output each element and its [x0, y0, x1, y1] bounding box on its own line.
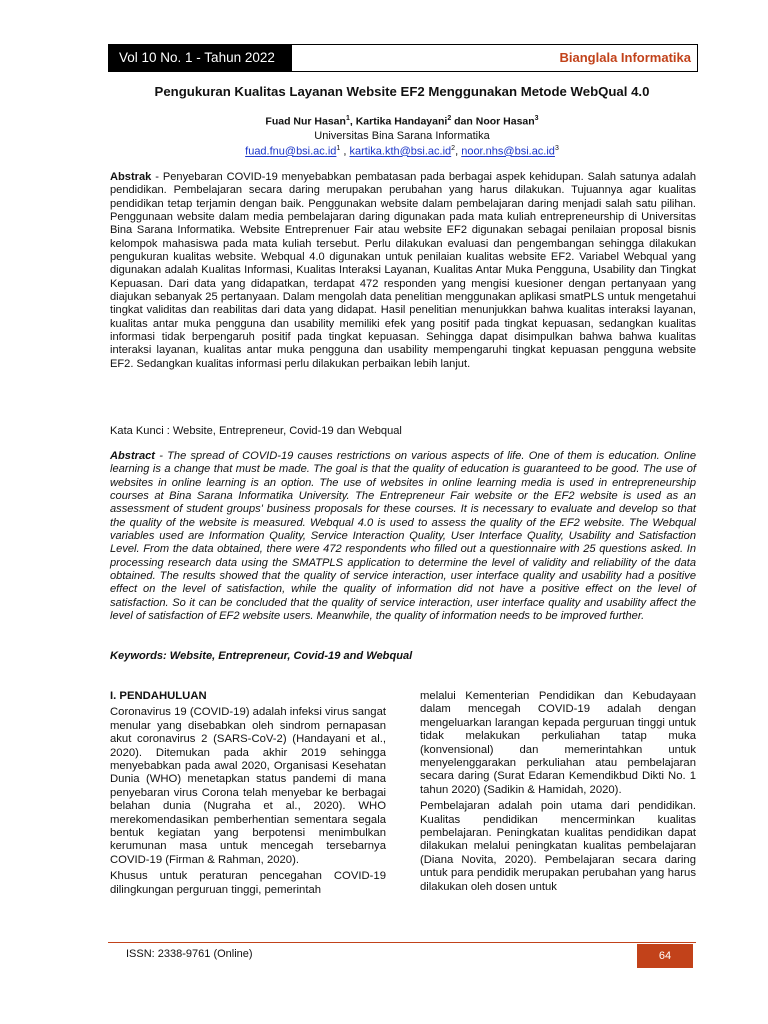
- author-separator: ,: [349, 115, 356, 128]
- paragraph: Coronavirus 19 (COVID-19) adalah infeksi virus sangat menular yang disebabkan oleh sindrom pernapasan akut coronavirus 2 (SARS-CoV-2) (Handayani et al., 2020). Ditemukan pada akhir 2019 sehingga menyebabkan pada awal 2020, Organisasi Kesehatan Dunia (WHO) menetapkan status pandemi di mana penyebaran virus Corona telah menyebar ke berbagai belahan dunia (Nugraha et al., 2020). WHO merekomendasikan pemberhentian sementara segala bentuk kegiatan yang berpotensi menimbulkan kerumunan masa untuk mencegah tersebarnya COVID-19 (Firman & Rahman, 2020).: [110, 706, 386, 866]
- email-separator: ,: [343, 145, 350, 158]
- keywords-indonesian: Kata Kunci : Website, Entrepreneur, Covid-19 dan Webqual: [110, 425, 402, 437]
- paragraph: Pembelajaran adalah poin utama dari pendidikan. Kualitas pendidikan mencerminkan kualitas pembelajaran. Peningkatan kualitas pendidikan dapat dilakukan melalui peningkatan kualitas pembelajaran (Diana Novita, 2020). Pembelajaran secara daring untuk para pendidik merupakan perubahan yang harus dilakukan oleh dosen untuk: [420, 800, 696, 893]
- section-heading: I. PENDAHULUAN: [110, 690, 207, 702]
- author-1-mark: 1: [345, 115, 350, 122]
- email-list: [108, 145, 696, 158]
- author-1: Fuad Nur Hasan: [265, 115, 346, 128]
- paper-title: Pengukuran Kualitas Layanan Website EF2 Menggunakan Metode WebQual 4.0: [154, 84, 650, 99]
- abstract-text: - The spread of COVID-19 causes restrictions on various aspects of life. One of them is education. Online learning is a change that must be made. The goal is that the quality of education is guaranteed to be good. The use of websites in online learning is an option. The use of websites in online learning media is used in entrepreneurship courses at Bina Sarana Informatika University. The Entrepreneur Fair website or the EF2 website is used as an assessment of student groups' business proposals for these courses. It is necessary to evaluate and develop so that the quality of the website is measured. Webqual 4.0 is used to assess the quality of the EF2 website. The Webqual variables used are Information Quality, Service Interaction Quality, User Interface Quality, Usability and Satisfaction Level. From the data obtained, there were 472 respondents who filled out a questionnaire with 25 questions asked. In processing research data using the SMATPLS application to determine the level of validity and reliability of the data obtained. The results showed that the quality of service interaction, user interface quality and usability had a positive effect on the level of satisfaction, while the quality of information did not have a positive effect on the level of satisfaction. So it can be concluded that the quality of service interaction, user interface quality and usability affect the level of satisfaction of EF2 website users. Meanwhile, the quality of information needs to be improved further.: [110, 450, 696, 623]
- abstract-indonesian: [110, 171, 696, 371]
- keywords-english: Keywords: Website, Entrepreneur, Covid-19 and Webqual: [110, 650, 413, 662]
- email-link-3[interactable]: noor.nhs@bsi.ac.id: [461, 145, 555, 158]
- email-link-1[interactable]: fuad.fnu@bsi.ac.id: [245, 145, 337, 158]
- body-column-left: [110, 690, 386, 900]
- abstract-english: [110, 450, 696, 623]
- abstrak-label: Abstrak: [110, 171, 152, 183]
- body-column-right: [420, 690, 696, 897]
- paragraph: melalui Kementerian Pendidikan dan Kebudayaan dalam mencegah COVID-19 adalah dengan mengeluarkan larangan kepada perguruan tinggi untuk tidak melakukan perkuliahan tatap muka (konvensional) dan memerintahkan untuk menyelenggarakan perkuliahan atau pembelajaran secara daring (Surat Edaran Kemendikbud Dikti No. 1 tahun 2020) (Sadikin & Hamidah, 2020).: [420, 690, 696, 796]
- abstract-label: Abstract: [110, 450, 156, 462]
- author-2: Kartika Handayani: [355, 115, 448, 128]
- journal-name: Bianglala Informatika: [292, 45, 697, 71]
- author-2-mark: 2: [447, 115, 452, 122]
- abstrak-text: - Penyebaran COVID-19 menyebabkan pembatasan pada berbagai aspek kehidupan. Salah satunya adalah pendidikan. Pembelajaran secara daring merupakan perubahan yang harus dilakukan. Tujuannya agar kualitas pendidikan tetap terjamin dengan baik. Penggunakan website dalam pembelajaran daring menjadi salah satu pilihan. Penggunaan website dalam media pembelajaran daring digunakan pada mata kuliah entrepreneurship di Universitas Bina Sarana Informatika. Website Entreprenuer Fair atau website EF2 digunakan sebagai penilaian proposal bisnis kelompok mahasiswa pada mata kuliah tersebut. Perlu dilakukan evaluasi dan pengembangan sehingga dilakukan pengukuran kualitas website. Webqual 4.0 digunakan untuk penilaian kualitas website EF2. Variabel Webqual yang digunakan adalah Kualitas Informasi, Kualitas Interaksi Layanan, Kualitas Antar Muka Pengguna, Usability dan Tingkat Kepuasan. Dari data yang didapatkan, terdapat 472 responden yang mengisi kuesioner dengan pertanyaan yang diajukan sebanyak 25 pertanyaan. Dalam mengolah data penelitian menggunakan aplikasi smatPLS untuk mengetahui tingkat validitas dan reabilitas dari data yang didapat. Hasil penelitian menunjukkan bahwa kualitas interaksi layanan, kualitas antar muka pengguna dan usability memiliki efek yang positif pada tingkat kepuasan, sedangkan kualitas informasi tidak berpengaruh positif pada tingkat kepuasan. Sehingga dapat disimpulkan bahwa bahwa kualitas interaksi layanan, kualitas antar muka pengguna dan usability mempengaruhi tingkat kepuasan pengguna website EF2. Sedangkan kualitas informasi perlu dilakukan perbaikan lebih lanjut.: [110, 171, 696, 370]
- email-link-2[interactable]: kartika.kth@bsi.ac.id: [349, 145, 452, 158]
- page-number: 64: [637, 944, 693, 968]
- volume-label: Vol 10 No. 1 - Tahun 2022: [109, 45, 292, 71]
- email-separator: ,: [455, 145, 462, 158]
- affiliation: Universitas Bina Sarana Informatika: [314, 130, 490, 142]
- email-mark-2: 2: [451, 145, 456, 152]
- issn-label: ISSN: 2338-9761 (Online): [126, 948, 253, 960]
- journal-header: [108, 44, 698, 72]
- email-mark-3: 3: [554, 145, 559, 152]
- author-list: [108, 115, 696, 128]
- footer-divider: [108, 942, 696, 943]
- paragraph: Khusus untuk peraturan pencegahan COVID-19 dilingkungan perguruan tinggi, pemerintah: [110, 870, 386, 896]
- author-3-mark: 3: [534, 115, 539, 122]
- email-mark-1: 1: [336, 145, 341, 152]
- author-conjunction: dan: [451, 115, 476, 128]
- author-3: Noor Hasan: [475, 115, 535, 128]
